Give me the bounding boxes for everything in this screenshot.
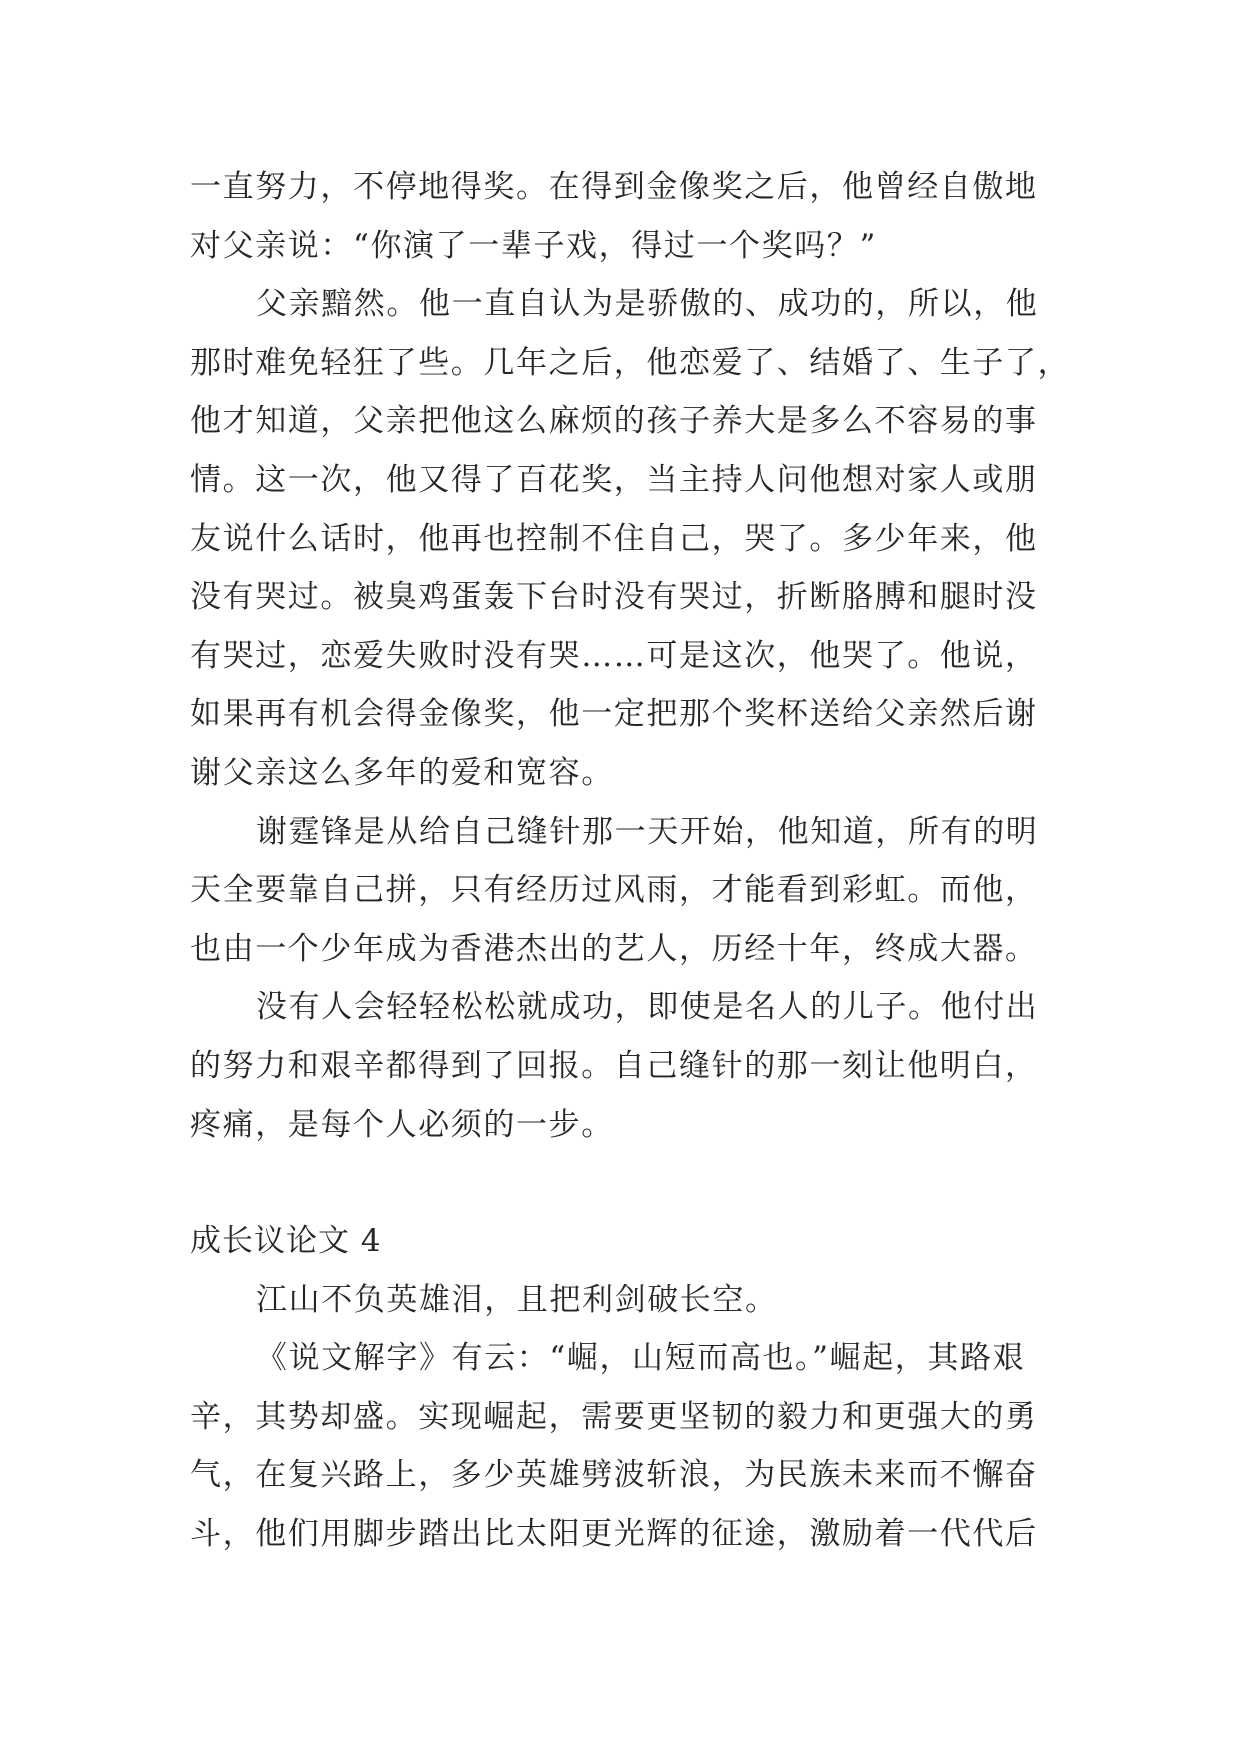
document-page bbox=[190, 158, 1071, 1564]
text-line: 气，在复兴路上，多少英雄劈波斩浪，为民族未来而不懈奋 bbox=[190, 1457, 1038, 1494]
text-line: 那时难免轻狂了些。几年之后，他恋爱了、结婚了、生子了， bbox=[190, 344, 1071, 381]
text-line: 辛，其势却盛。实现崛起，需要更坚韧的毅力和更强大的勇 bbox=[190, 1398, 1038, 1435]
text-line: 疼痛，是每个人必须的一步。 bbox=[190, 1106, 614, 1143]
text-line: 一直努力，不停地得奖。在得到金像奖之后，他曾经自傲地 bbox=[190, 169, 1038, 205]
text-line: 《说文解字》有云：“崛，山短而高也。”崛起，其路艰 bbox=[256, 1340, 1026, 1377]
text-line: 如果再有机会得金像奖，他一定把那个奖杯送给父亲然后谢 bbox=[190, 696, 1038, 733]
text-line: 情。这一次，他又得了百花奖，当主持人问他想对家人或朋 bbox=[190, 461, 1038, 498]
text-line: 他才知道，父亲把他这么麻烦的孩子养大是多么不容易的事 bbox=[190, 403, 1038, 440]
text-line: 父亲黯然。他一直自认为是骄傲的、成功的，所以，他 bbox=[256, 286, 1039, 323]
paragraph bbox=[190, 158, 1060, 275]
paragraph bbox=[190, 1271, 1060, 1330]
text-line: 没有人会轻轻松松就成功，即使是名人的儿子。他付出 bbox=[256, 989, 1039, 1026]
text-line: 的努力和艰辛都得到了回报。自己缝针的那一刻让他明白， bbox=[190, 1047, 1038, 1084]
text-line: 江山不负英雄泪，且把利剑破长空。 bbox=[256, 1281, 778, 1318]
text-line: 有哭过，恋爱失败时没有哭……可是这次，他哭了。他说， bbox=[190, 637, 1038, 674]
text-line: 谢父亲这么多年的爱和宽容。 bbox=[190, 754, 614, 791]
text-line: 天全要靠自己拼，只有经历过风雨，才能看到彩虹。而他， bbox=[190, 872, 1038, 909]
section-spacer bbox=[190, 1154, 1060, 1212]
text-line: 也由一个少年成为香港杰出的艺人，历经十年，终成大器。 bbox=[190, 930, 1038, 967]
paragraph bbox=[190, 1329, 1060, 1563]
paragraph bbox=[190, 978, 1060, 1154]
text-line: 谢霆锋是从给自己缝针那一天开始，他知道，所有的明 bbox=[256, 813, 1039, 850]
paragraph bbox=[190, 803, 1060, 979]
text-line: 斗，他们用脚步踏出比太阳更光辉的征途，激励着一代代后 bbox=[190, 1516, 1038, 1553]
text-line: 友说什么话时，他再也控制不住自己，哭了。多少年来，他 bbox=[190, 520, 1038, 557]
text-line: 对父亲说：“你演了一辈子戏，得过一个奖吗？” bbox=[190, 227, 877, 264]
section-heading: 成长议论文 4 bbox=[190, 1223, 382, 1260]
text-line: 没有哭过。被臭鸡蛋轰下台时没有哭过，折断胳膊和腿时没 bbox=[190, 579, 1038, 616]
paragraph bbox=[190, 275, 1071, 802]
